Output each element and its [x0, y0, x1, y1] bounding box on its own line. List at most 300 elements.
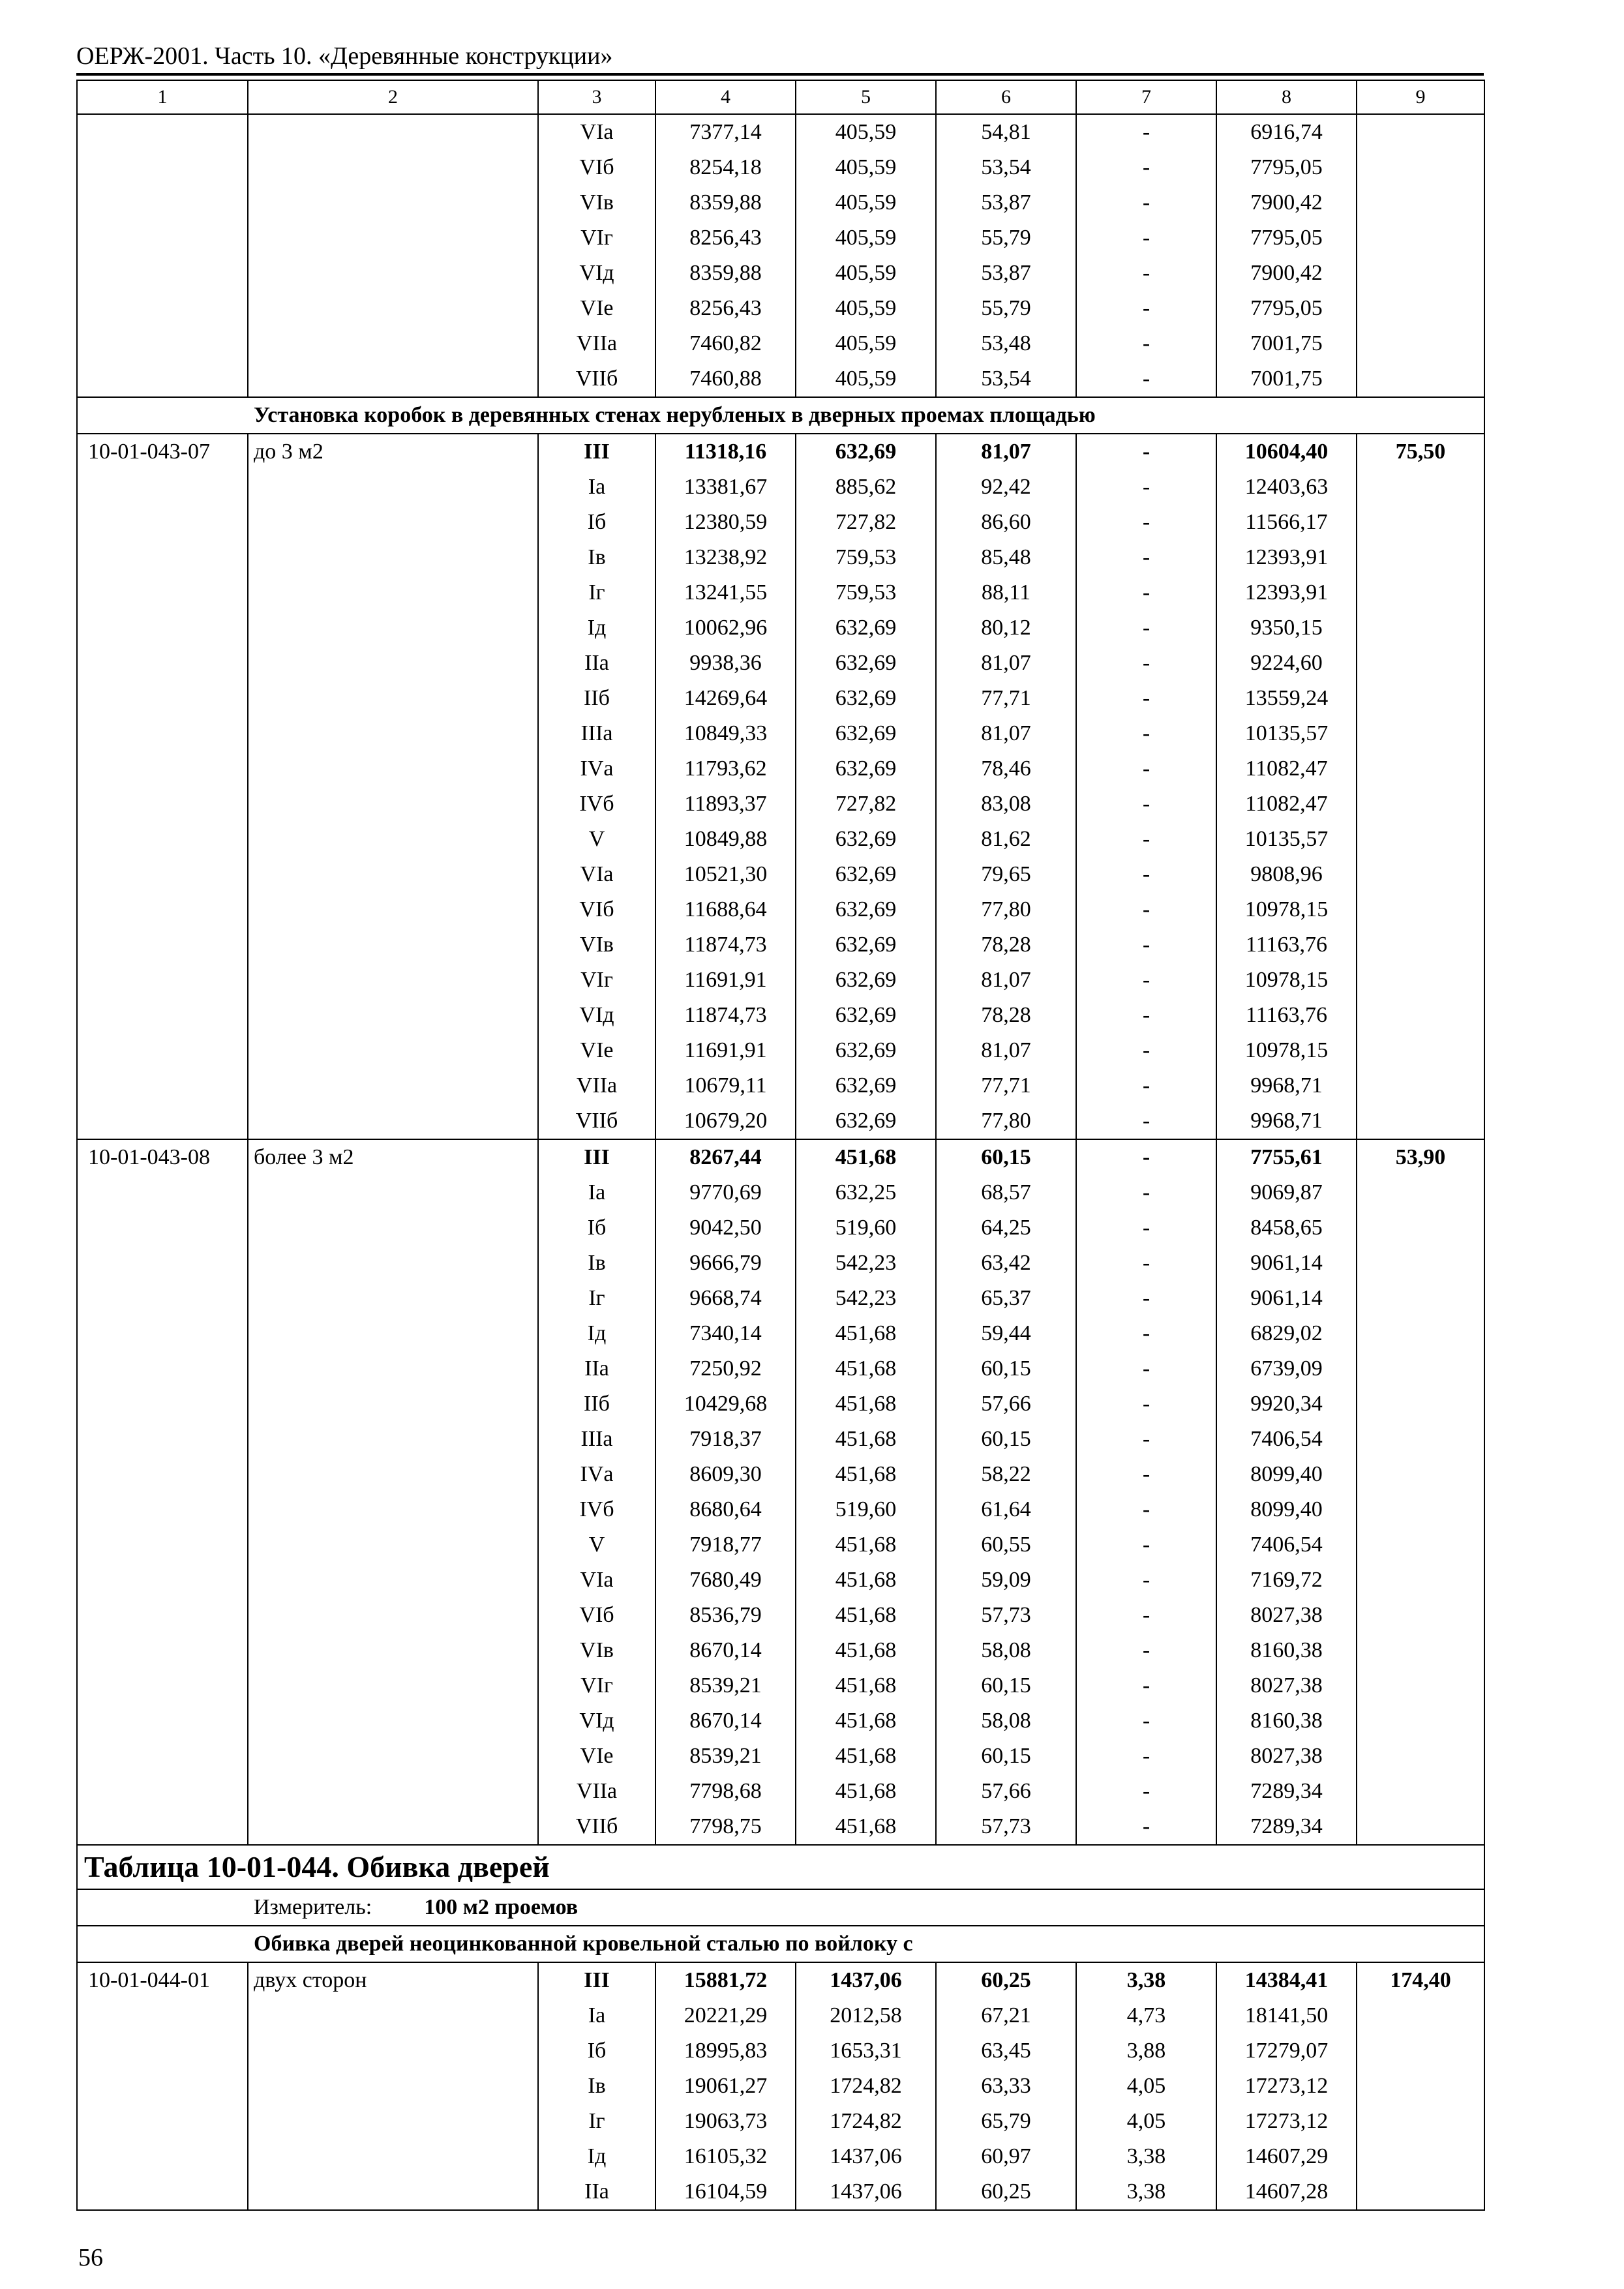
cell-wages: 632,69: [796, 716, 936, 751]
page-number: 56: [78, 2244, 103, 2271]
cell-region: VIIб: [538, 361, 655, 397]
cell-machines: 59,44: [936, 1316, 1076, 1351]
cell-total-cost: 11874,73: [655, 998, 796, 1033]
cell-code: [77, 1492, 248, 1527]
cell-code: [77, 1351, 248, 1386]
cell-code: [77, 2104, 248, 2139]
cell-name: [248, 1103, 538, 1139]
cell-wages: 632,69: [796, 646, 936, 681]
cell-name: [248, 2033, 538, 2069]
cell-code: [77, 1210, 248, 1246]
cell-machines: 53,48: [936, 326, 1076, 361]
cell-total-cost: 16104,59: [655, 2174, 796, 2210]
cell-code: [77, 822, 248, 857]
cell-wages: 632,69: [796, 998, 936, 1033]
cell-materials: 7001,75: [1216, 326, 1357, 361]
cell-machinist-wages: -: [1076, 786, 1216, 822]
cell-materials: 6739,09: [1216, 1351, 1357, 1386]
cell-labor: [1357, 114, 1484, 150]
table-row: [77, 1033, 1484, 1068]
cell-machinist-wages: -: [1076, 963, 1216, 998]
cell-labor: [1357, 786, 1484, 822]
cell-wages: 451,68: [796, 1139, 936, 1175]
cell-name: двух сторон: [248, 1962, 538, 1998]
cell-labor: [1357, 505, 1484, 540]
cell-materials: 7406,54: [1216, 1527, 1357, 1563]
table-row: [77, 2104, 1484, 2139]
cell-name: [248, 998, 538, 1033]
cell-machines: 60,15: [936, 1739, 1076, 1774]
cell-labor: [1357, 1033, 1484, 1068]
cell-name: [248, 786, 538, 822]
cell-total-cost: 10849,33: [655, 716, 796, 751]
cell-code: [77, 2033, 248, 2069]
cell-machinist-wages: -: [1076, 1739, 1216, 1774]
table-row: [77, 1246, 1484, 1281]
cell-materials: 7900,42: [1216, 185, 1357, 220]
table-row: [77, 434, 1484, 470]
cell-labor: [1357, 2033, 1484, 2069]
cell-code: [77, 857, 248, 892]
table-row: [77, 857, 1484, 892]
cell-total-cost: 10062,96: [655, 610, 796, 646]
cell-total-cost: 8680,64: [655, 1492, 796, 1527]
table-row: [77, 1962, 1484, 1998]
cell-wages: 632,69: [796, 927, 936, 963]
cell-labor: [1357, 1457, 1484, 1492]
cell-wages: 405,59: [796, 220, 936, 256]
cell-total-cost: 7798,68: [655, 1774, 796, 1809]
cell-machinist-wages: -: [1076, 291, 1216, 326]
cell-machines: 65,79: [936, 2104, 1076, 2139]
table-title-row: [77, 1845, 1484, 1889]
cell-name: [248, 150, 538, 185]
cell-region: Iв: [538, 540, 655, 575]
cell-labor: [1357, 646, 1484, 681]
cell-labor: [1357, 326, 1484, 361]
cell-code: [77, 1457, 248, 1492]
column-number: 5: [796, 80, 936, 114]
cell-wages: 2012,58: [796, 1998, 936, 2033]
cell-machines: 83,08: [936, 786, 1076, 822]
cell-name: [248, 1527, 538, 1563]
cell-labor: [1357, 470, 1484, 505]
cell-region: Iа: [538, 1998, 655, 2033]
cell-name: [248, 751, 538, 786]
cell-machines: 80,12: [936, 610, 1076, 646]
table-row: [77, 1068, 1484, 1103]
cell-materials: 8099,40: [1216, 1457, 1357, 1492]
cell-region: IVб: [538, 786, 655, 822]
cell-name: [248, 857, 538, 892]
cell-total-cost: 7460,82: [655, 326, 796, 361]
cell-region: VIг: [538, 220, 655, 256]
table-row: [77, 114, 1484, 150]
cell-labor: [1357, 1210, 1484, 1246]
rates-table: [76, 80, 1485, 2211]
cell-code: [77, 1316, 248, 1351]
cell-labor: [1357, 2174, 1484, 2210]
cell-labor: [1357, 1422, 1484, 1457]
cell-region: Iб: [538, 1210, 655, 1246]
cell-machinist-wages: -: [1076, 1527, 1216, 1563]
cell-region: IIб: [538, 681, 655, 716]
column-number: 4: [655, 80, 796, 114]
cell-labor: [1357, 1774, 1484, 1809]
cell-machines: 60,15: [936, 1668, 1076, 1703]
cell-code: [77, 1386, 248, 1422]
cell-wages: 451,68: [796, 1316, 936, 1351]
cell-name: [248, 256, 538, 291]
cell-total-cost: 9042,50: [655, 1210, 796, 1246]
cell-machines: 57,66: [936, 1386, 1076, 1422]
cell-machinist-wages: -: [1076, 1703, 1216, 1739]
cell-machines: 81,07: [936, 1033, 1076, 1068]
cell-name: более 3 м2: [248, 1139, 538, 1175]
cell-code: [77, 716, 248, 751]
cell-wages: 451,68: [796, 1809, 936, 1845]
cell-labor: [1357, 1563, 1484, 1598]
cell-code: 10-01-043-07: [77, 434, 248, 470]
table-row: [77, 1103, 1484, 1139]
cell-code: [77, 291, 248, 326]
table-row: [77, 1316, 1484, 1351]
cell-materials: 10135,57: [1216, 822, 1357, 857]
cell-name: [248, 1492, 538, 1527]
page-header: ОЕРЖ-2001. Часть 10. «Деревянные конструкции»: [76, 42, 613, 70]
cell-total-cost: 8359,88: [655, 256, 796, 291]
cell-wages: 451,68: [796, 1668, 936, 1703]
cell-total-cost: 9938,36: [655, 646, 796, 681]
cell-name: [248, 114, 538, 150]
table-row: [77, 256, 1484, 291]
cell-total-cost: 7918,37: [655, 1422, 796, 1457]
cell-total-cost: 7798,75: [655, 1809, 796, 1845]
cell-machinist-wages: 3,38: [1076, 2174, 1216, 2210]
cell-region: III: [538, 1139, 655, 1175]
cell-machinist-wages: -: [1076, 1422, 1216, 1457]
cell-wages: 451,68: [796, 1422, 936, 1457]
cell-machinist-wages: -: [1076, 1103, 1216, 1139]
table-row: [77, 1739, 1484, 1774]
cell-materials: 12393,91: [1216, 575, 1357, 610]
cell-total-cost: 9770,69: [655, 1175, 796, 1210]
cell-wages: 405,59: [796, 185, 936, 220]
cell-materials: 9350,15: [1216, 610, 1357, 646]
table-row: [77, 2033, 1484, 2069]
cell-machines: 79,65: [936, 857, 1076, 892]
cell-wages: 632,69: [796, 681, 936, 716]
cell-region: VIг: [538, 963, 655, 998]
cell-wages: 632,69: [796, 822, 936, 857]
cell-region: VIа: [538, 114, 655, 150]
cell-code: [77, 681, 248, 716]
cell-machinist-wages: -: [1076, 646, 1216, 681]
cell-materials: 12393,91: [1216, 540, 1357, 575]
cell-machinist-wages: -: [1076, 326, 1216, 361]
cell-machinist-wages: -: [1076, 1139, 1216, 1175]
cell-machinist-wages: 4,05: [1076, 2069, 1216, 2104]
cell-total-cost: 13381,67: [655, 470, 796, 505]
cell-machinist-wages: -: [1076, 1668, 1216, 1703]
cell-region: VIе: [538, 1033, 655, 1068]
cell-name: [248, 575, 538, 610]
cell-region: VIIа: [538, 1774, 655, 1809]
table-row: [77, 681, 1484, 716]
cell-labor: [1357, 1527, 1484, 1563]
cell-total-cost: 11893,37: [655, 786, 796, 822]
cell-labor: [1357, 1351, 1484, 1386]
cell-materials: 9061,14: [1216, 1246, 1357, 1281]
cell-labor: [1357, 150, 1484, 185]
cell-materials: 14384,41: [1216, 1962, 1357, 1998]
cell-materials: 11163,76: [1216, 998, 1357, 1033]
cell-region: Iв: [538, 1246, 655, 1281]
cell-code: [77, 114, 248, 150]
cell-region: Iг: [538, 1281, 655, 1316]
cell-total-cost: 8670,14: [655, 1703, 796, 1739]
cell-total-cost: 7918,77: [655, 1527, 796, 1563]
cell-region: VIг: [538, 1668, 655, 1703]
cell-machinist-wages: -: [1076, 751, 1216, 786]
cell-region: VIд: [538, 1703, 655, 1739]
table-row: [77, 2069, 1484, 2104]
cell-materials: 10978,15: [1216, 963, 1357, 998]
cell-region: IIIа: [538, 1422, 655, 1457]
cell-total-cost: 8254,18: [655, 150, 796, 185]
column-number: 9: [1357, 80, 1484, 114]
cell-code: [77, 540, 248, 575]
cell-code: [77, 1563, 248, 1598]
cell-total-cost: 10679,20: [655, 1103, 796, 1139]
cell-wages: 405,59: [796, 326, 936, 361]
cell-machinist-wages: -: [1076, 1068, 1216, 1103]
cell-machines: 65,37: [936, 1281, 1076, 1316]
cell-machinist-wages: -: [1076, 150, 1216, 185]
measure-label: Измеритель:: [254, 1895, 372, 1919]
cell-total-cost: 8539,21: [655, 1739, 796, 1774]
cell-name: [248, 361, 538, 397]
cell-code: [77, 470, 248, 505]
cell-machines: 58,08: [936, 1703, 1076, 1739]
cell-wages: 451,68: [796, 1774, 936, 1809]
cell-labor: [1357, 1281, 1484, 1316]
column-number: 2: [248, 80, 538, 114]
cell-labor: [1357, 751, 1484, 786]
cell-machines: 88,11: [936, 575, 1076, 610]
cell-wages: 542,23: [796, 1281, 936, 1316]
cell-machinist-wages: -: [1076, 185, 1216, 220]
cell-machinist-wages: -: [1076, 998, 1216, 1033]
cell-machines: 60,15: [936, 1422, 1076, 1457]
cell-total-cost: 10679,11: [655, 1068, 796, 1103]
cell-materials: 8099,40: [1216, 1492, 1357, 1527]
cell-machines: 60,25: [936, 1962, 1076, 1998]
cell-name: [248, 646, 538, 681]
cell-machinist-wages: -: [1076, 1351, 1216, 1386]
cell-name: [248, 1246, 538, 1281]
table-title: Таблица 10-01-044. Обивка дверей: [77, 1845, 1484, 1889]
cell-wages: 542,23: [796, 1246, 936, 1281]
cell-wages: 632,69: [796, 963, 936, 998]
cell-total-cost: 15881,72: [655, 1962, 796, 1998]
cell-code: [77, 1998, 248, 2033]
cell-wages: 632,69: [796, 892, 936, 927]
cell-region: III: [538, 1962, 655, 1998]
cell-total-cost: 11874,73: [655, 927, 796, 963]
cell-region: Iг: [538, 2104, 655, 2139]
cell-materials: 9224,60: [1216, 646, 1357, 681]
cell-machinist-wages: -: [1076, 470, 1216, 505]
cell-region: Iв: [538, 2069, 655, 2104]
cell-machinist-wages: -: [1076, 892, 1216, 927]
cell-code: [77, 646, 248, 681]
cell-wages: 451,68: [796, 1739, 936, 1774]
cell-region: Iа: [538, 470, 655, 505]
cell-total-cost: 7340,14: [655, 1316, 796, 1351]
cell-wages: 632,69: [796, 610, 936, 646]
cell-labor: [1357, 1492, 1484, 1527]
cell-name: [248, 185, 538, 220]
cell-name: [248, 1739, 538, 1774]
cell-materials: 9968,71: [1216, 1103, 1357, 1139]
cell-code: [77, 1103, 248, 1139]
cell-machines: 60,97: [936, 2139, 1076, 2174]
table-row: [77, 1633, 1484, 1668]
cell-region: Iб: [538, 505, 655, 540]
table-row: [77, 1809, 1484, 1845]
cell-total-cost: 10849,88: [655, 822, 796, 857]
cell-machinist-wages: -: [1076, 575, 1216, 610]
cell-code: [77, 1422, 248, 1457]
cell-labor: [1357, 1068, 1484, 1103]
cell-total-cost: 12380,59: [655, 505, 796, 540]
cell-name: [248, 1033, 538, 1068]
cell-code: [77, 786, 248, 822]
cell-total-cost: 13241,55: [655, 575, 796, 610]
cell-machinist-wages: -: [1076, 1281, 1216, 1316]
cell-machinist-wages: 3,38: [1076, 2139, 1216, 2174]
cell-machinist-wages: -: [1076, 716, 1216, 751]
cell-machinist-wages: -: [1076, 1457, 1216, 1492]
cell-labor: [1357, 185, 1484, 220]
cell-total-cost: 8359,88: [655, 185, 796, 220]
cell-materials: 8027,38: [1216, 1598, 1357, 1633]
cell-machines: 60,15: [936, 1351, 1076, 1386]
cell-machines: 58,22: [936, 1457, 1076, 1492]
cell-machines: 81,07: [936, 716, 1076, 751]
table-row: [77, 1563, 1484, 1598]
cell-total-cost: 19063,73: [655, 2104, 796, 2139]
cell-materials: 6829,02: [1216, 1316, 1357, 1351]
cell-code: [77, 1633, 248, 1668]
cell-total-cost: 8670,14: [655, 1633, 796, 1668]
cell-region: Iд: [538, 610, 655, 646]
table-row: [77, 220, 1484, 256]
cell-materials: 8027,38: [1216, 1739, 1357, 1774]
cell-wages: 1724,82: [796, 2069, 936, 2104]
cell-code: [77, 1774, 248, 1809]
table-row: [77, 540, 1484, 575]
cell-wages: 727,82: [796, 786, 936, 822]
cell-wages: 519,60: [796, 1210, 936, 1246]
cell-machinist-wages: -: [1076, 1774, 1216, 1809]
cell-machinist-wages: -: [1076, 114, 1216, 150]
cell-machinist-wages: -: [1076, 857, 1216, 892]
cell-name: [248, 326, 538, 361]
cell-labor: [1357, 927, 1484, 963]
cell-wages: 451,68: [796, 1386, 936, 1422]
cell-code: [77, 963, 248, 998]
cell-materials: 7795,05: [1216, 291, 1357, 326]
cell-machines: 77,71: [936, 681, 1076, 716]
cell-labor: 174,40: [1357, 1962, 1484, 1998]
cell-region: VIв: [538, 1633, 655, 1668]
cell-region: V: [538, 822, 655, 857]
cell-materials: 10978,15: [1216, 1033, 1357, 1068]
cell-machinist-wages: -: [1076, 1386, 1216, 1422]
section-heading: Установка коробок в деревянных стенах нерубленых в дверных проемах площадью: [77, 397, 1484, 434]
cell-labor: [1357, 2069, 1484, 2104]
cell-machinist-wages: -: [1076, 1246, 1216, 1281]
table-row: [77, 1668, 1484, 1703]
cell-name: [248, 2069, 538, 2104]
cell-total-cost: 8539,21: [655, 1668, 796, 1703]
cell-name: [248, 1068, 538, 1103]
cell-machines: 57,66: [936, 1774, 1076, 1809]
cell-materials: 7169,72: [1216, 1563, 1357, 1598]
cell-labor: [1357, 1386, 1484, 1422]
cell-name: [248, 1703, 538, 1739]
cell-name: [248, 2174, 538, 2210]
cell-labor: [1357, 1998, 1484, 2033]
cell-materials: 7795,05: [1216, 150, 1357, 185]
table-row: [77, 1386, 1484, 1422]
cell-wages: 451,68: [796, 1527, 936, 1563]
cell-materials: 14607,28: [1216, 2174, 1357, 2210]
table-row: [77, 1422, 1484, 1457]
cell-region: Iа: [538, 1175, 655, 1210]
column-number: 6: [936, 80, 1076, 114]
cell-region: Iд: [538, 1316, 655, 1351]
cell-machinist-wages: -: [1076, 1633, 1216, 1668]
cell-code: [77, 1246, 248, 1281]
cell-labor: [1357, 361, 1484, 397]
cell-machines: 55,79: [936, 220, 1076, 256]
cell-wages: 1437,06: [796, 2174, 936, 2210]
cell-region: VIIа: [538, 1068, 655, 1103]
cell-wages: 405,59: [796, 291, 936, 326]
cell-wages: 451,68: [796, 1633, 936, 1668]
cell-machines: 77,80: [936, 892, 1076, 927]
cell-name: [248, 1316, 538, 1351]
cell-code: 10-01-043-08: [77, 1139, 248, 1175]
cell-code: [77, 610, 248, 646]
cell-labor: [1357, 1175, 1484, 1210]
cell-machinist-wages: -: [1076, 1598, 1216, 1633]
cell-materials: 18141,50: [1216, 1998, 1357, 2033]
cell-code: [77, 361, 248, 397]
table-row: [77, 646, 1484, 681]
cell-materials: 7289,34: [1216, 1809, 1357, 1845]
cell-machines: 54,81: [936, 114, 1076, 150]
cell-materials: 8027,38: [1216, 1668, 1357, 1703]
table-row: [77, 1998, 1484, 2033]
cell-total-cost: 8256,43: [655, 291, 796, 326]
cell-materials: 10135,57: [1216, 716, 1357, 751]
cell-machines: 53,54: [936, 361, 1076, 397]
cell-labor: [1357, 998, 1484, 1033]
